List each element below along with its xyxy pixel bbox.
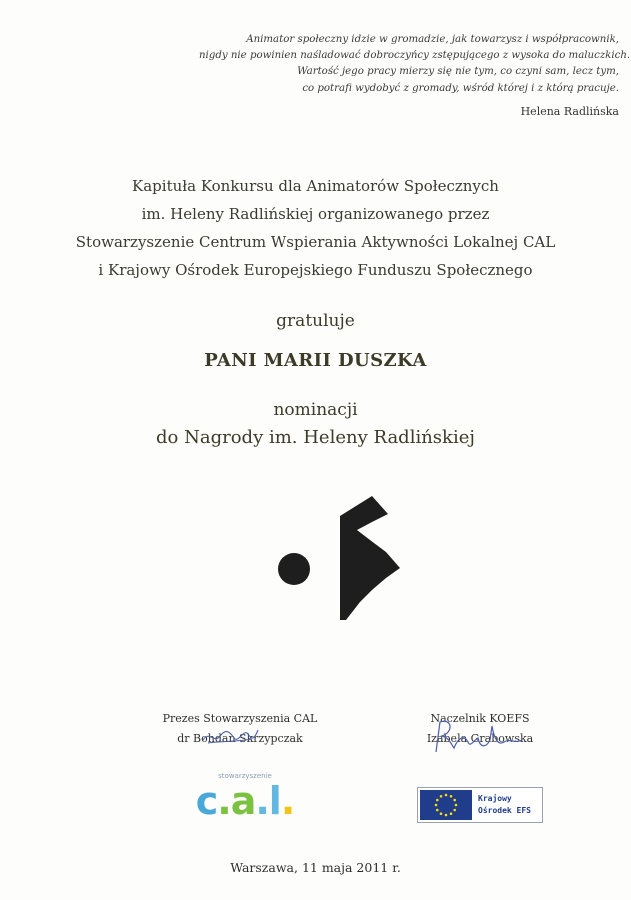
cal-logo-caption: stowarzyszenie bbox=[218, 772, 272, 780]
award-name: do Nagrody im. Heleny Radlińskiej bbox=[156, 427, 475, 448]
quote-line: nigdy nie powinien naśladować dobroczyńcy zstępującego z wysoka do maluczkich. bbox=[199, 50, 631, 62]
motto-quote bbox=[199, 32, 631, 97]
handwritten-signature bbox=[200, 724, 260, 746]
signatory-name: Izabela Grabowska bbox=[426, 732, 534, 745]
heading-line: Kapituła Konkursu dla Animatorów Społecznych bbox=[132, 177, 499, 195]
eu-flag-icon bbox=[420, 790, 472, 820]
issuer-heading bbox=[40, 172, 591, 284]
nomination-label: nominacji bbox=[273, 400, 358, 420]
heading-line: Stowarzyszenie Centrum Wspierania Aktywności Lokalnej CAL bbox=[75, 233, 556, 251]
quote-line: Wartość jego pracy mierzy się nie tym, co czyni sam, lecz tym, bbox=[297, 66, 619, 78]
quote-author: Helena Radlińska bbox=[520, 105, 619, 118]
emblem-shape bbox=[340, 496, 400, 620]
signatory-name: dr Bohdan Skrzypczak bbox=[177, 732, 303, 745]
efs-logo bbox=[417, 787, 543, 823]
efs-logo-text: Krajowy Ośrodek EFS bbox=[478, 794, 531, 815]
handwritten-signature bbox=[430, 718, 530, 758]
quote-line: co potrafi wydobyć z gromady, wśród której i z którą pracuje. bbox=[302, 82, 619, 94]
quote-line: Animator społeczny idzie w gromadzie, jak towarzysz i współpracownik, bbox=[246, 34, 619, 45]
signatory-role: Prezes Stowarzyszenia CAL bbox=[162, 712, 318, 725]
cal-logo bbox=[190, 772, 300, 832]
emblem-dot bbox=[278, 553, 310, 585]
cal-logo-word: c.a.l. bbox=[195, 779, 295, 823]
signatory-role: Naczelnik KOEFS bbox=[430, 712, 530, 725]
heading-line: i Krajowy Ośrodek Europejskiego Funduszu Społecznego bbox=[98, 261, 533, 279]
recipient-name: PANI MARII DUSZKA bbox=[204, 350, 427, 371]
congratulation-verb: gratuluje bbox=[276, 311, 355, 331]
place-and-date: Warszawa, 11 maja 2011 r. bbox=[230, 860, 401, 875]
award-emblem-logo bbox=[272, 494, 414, 620]
heading-line: im. Heleny Radlińskiej organizowanego przez bbox=[141, 205, 490, 223]
